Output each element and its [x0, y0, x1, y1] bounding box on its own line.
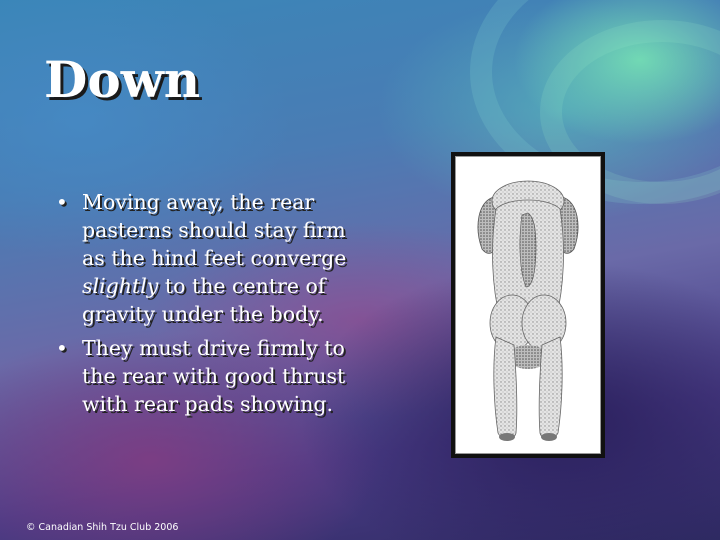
copyright-footer: © Canadian Shih Tzu Club 2006	[26, 522, 179, 533]
dog-rear-view-illustration-icon	[456, 157, 600, 453]
slide-title: Down	[44, 50, 201, 109]
bullet-text-end: to the centre of gravity under the body.	[82, 274, 326, 326]
bullet-item	[52, 334, 372, 418]
picture	[455, 156, 601, 454]
bullet-item	[52, 188, 372, 328]
bullet-list	[52, 188, 372, 424]
bullet-text: Moving away, the rear pasterns should stay firm as the hind feet converge	[82, 190, 347, 270]
bullet-emphasis: slightly	[82, 274, 159, 298]
bullet-dot: •	[56, 190, 68, 214]
bullet-text: They must drive firmly to the rear with good thrust with rear pads showing.	[82, 336, 346, 416]
picture-frame	[451, 152, 605, 458]
bullet-dot: •	[56, 336, 68, 360]
